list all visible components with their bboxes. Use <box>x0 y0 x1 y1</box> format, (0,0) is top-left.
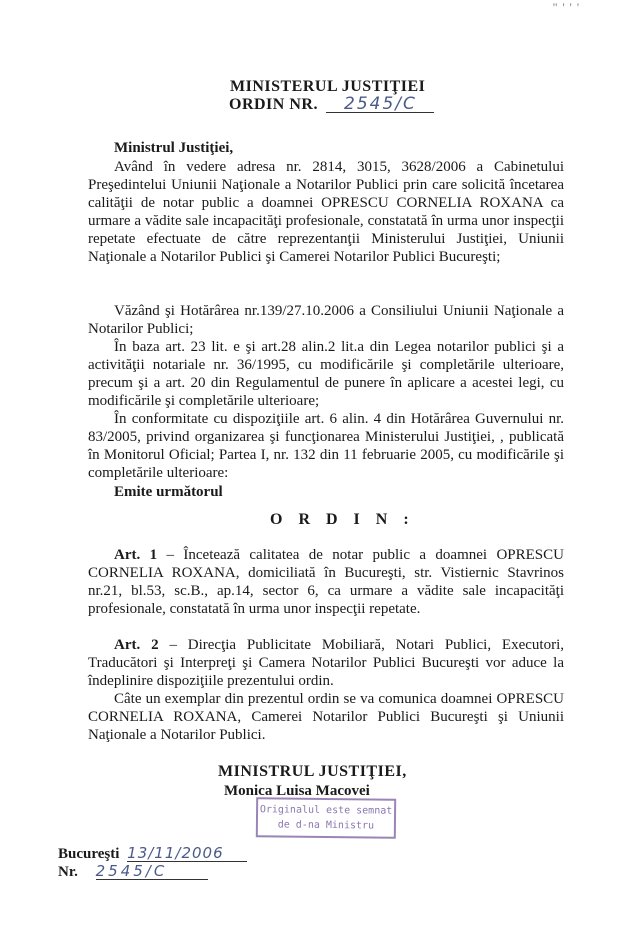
nr-handwritten: 2545/C <box>96 864 208 880</box>
registration-number-line <box>58 864 208 881</box>
ministry-heading: MINISTERUL JUSTIŢIEI <box>230 78 426 95</box>
order-label: ORDIN NR. <box>229 96 318 113</box>
addressee: Ministrul Justiţiei, <box>114 140 234 156</box>
original-signed-stamp <box>256 797 396 838</box>
article-1 <box>88 546 564 618</box>
corner-mark: " ' ' ' <box>552 0 580 14</box>
article-2-text: – Direcţia Publicitate Mobiliară, Notari Publici, Executori, Traducători şi Interpreţi şi Camera Notarilor Publici Bucureşti vor aduce la îndeplinire dispoziţiile prezentului ordin. <box>88 637 564 689</box>
article-2 <box>88 636 564 690</box>
paragraph-legal-basis: În baza art. 23 lit. e şi art.28 alin.2 lit.a din Legea notarilor publici şi a activităţii notariale nr. 36/1995, cu modificările şi completările ulterioare, precum şi a art. 20 din Regulamentul de punere în aplicare a acestei legi, cu modificările şi completările ulterioare; <box>88 339 564 409</box>
closing-paragraph: Câte un exemplar din prezentul ordin se va comunica doamnei OPRESCU CORNELIA ROXANA, Camerei Notarilor Publici Bucureşti şi Uniunii Naţionale a Notarilor Publici. <box>88 691 564 743</box>
signatory-title: MINISTRUL JUSTIŢIEI, <box>218 763 407 780</box>
signatory-name: Monica Luisa Macovei <box>224 783 370 799</box>
issues-line: Emite următorul <box>114 484 223 500</box>
paragraph-conformity: În conformitate cu dispoziţiile art. 6 alin. 4 din Hotărârea Guvernului nr. 83/2005, privind organizarea şi funcţionarea Ministerului Justiţiei, , publicată în Monitorul Oficial; Partea I, nr. 132 din 11 februarie 2005, cu modificările şi completările ulterioare: <box>88 411 564 481</box>
article-1-label: Art. 1 <box>114 547 158 563</box>
order-number-handwritten: 2545/C <box>326 96 434 113</box>
date-handwritten: 13/11/2006 <box>127 846 247 862</box>
nr-label: Nr. <box>58 864 78 880</box>
stamp-line-1: Originalul este semnat <box>259 804 393 817</box>
article-2-label: Art. 2 <box>114 637 159 653</box>
place-label: Bucureşti <box>58 846 120 862</box>
place-date-line <box>58 846 247 863</box>
order-title: O R D I N : <box>270 511 415 528</box>
paragraph-considering-decision: Văzând şi Hotărârea nr.139/27.10.2006 a Consiliului Uniunii Naţionale a Notarilor Publici; <box>88 303 564 337</box>
stamp-line-2: de d-na Ministru <box>277 819 375 832</box>
paragraph-considering-address: Având în vedere adresa nr. 2814, 3015, 3628/2006 a Cabinetului Preşedintelui Uniunii Naţionale a Notarilor Publici prin care solicită încetarea calităţii de notar public a doamnei OPRESCU CORNELIA ROXANA ca urmare a vădite sale incapacităţi profesionale, constatată în urma unor inspecţii repetate efectuate de către reprezentanţii Ministerului Justiţiei, Uniunii Naţionale a Notarilor Publici şi Camerei Notarilor Publici Bucureşti; <box>88 159 564 265</box>
article-1-text: – Încetează calitatea de notar public a doamnei OPRESCU CORNELIA ROXANA, domiciliată în Bucureşti, str. Vistiernic Stavrinos nr.21, bl.53, sc.B., ap.14, sector 6, ca urmare a vădite sale incapacităţi profesionale, constatată în urma unor inspecţii repetate. <box>88 547 564 617</box>
order-number-line <box>229 96 434 114</box>
